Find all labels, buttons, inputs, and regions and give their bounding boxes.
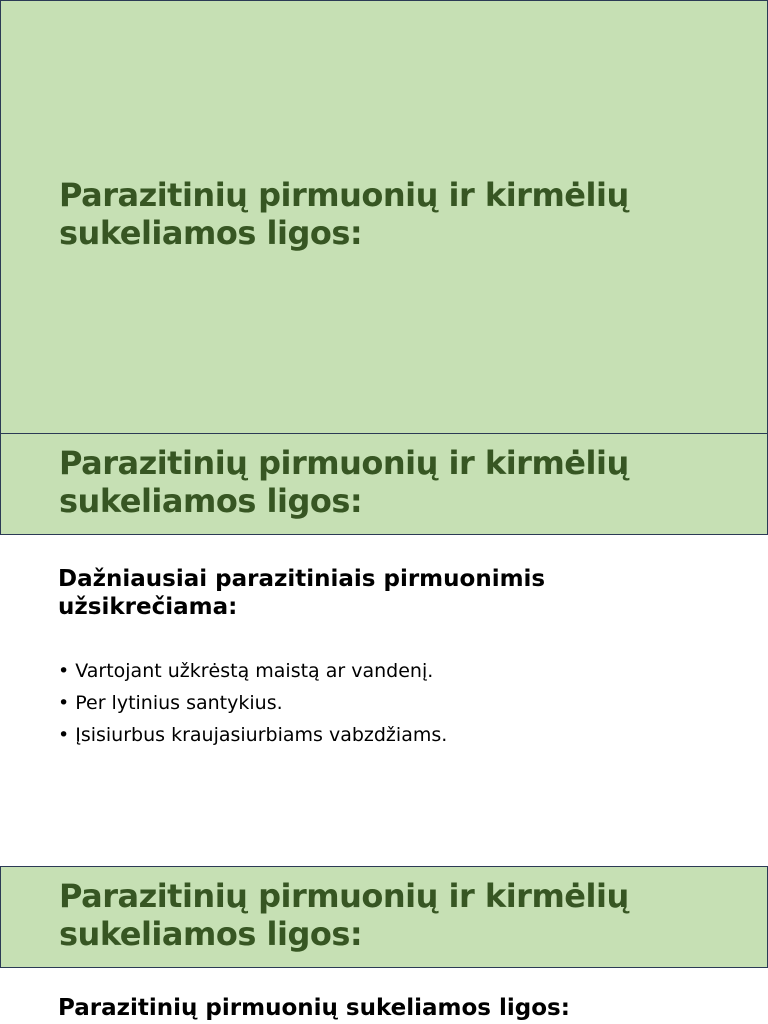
slide-2-subheading: Dažniausiai parazitiniais pirmuonimis užsikrečiama: — [58, 566, 546, 620]
slide-3-content — [58, 994, 718, 1022]
slide-3-header-band — [0, 866, 768, 968]
title-slide — [0, 0, 768, 434]
slide-2-header-band — [0, 433, 768, 535]
bullet-item: • Vartojant užkrėstą maistą ar vandenį. — [58, 655, 447, 687]
slide-3-header-title: Parazitinių pirmuonių ir kirmėlių sukeliamos ligos: — [59, 877, 629, 953]
slide-2-bullet-list — [58, 655, 447, 751]
slide-2-content — [58, 565, 718, 746]
slide-2-header-title: Parazitinių pirmuonių ir kirmėlių sukeliamos ligos: — [59, 444, 629, 520]
slide-title: Parazitinių pirmuonių ir kirmėlių sukeliamos ligos: — [59, 176, 629, 252]
bullet-item: • Per lytinius santykius. — [58, 687, 447, 719]
slide-3-subheading: Parazitinių pirmuonių sukeliamos ligos: — [58, 995, 570, 1021]
bullet-item: • Įsisiurbus kraujasiurbiams vabzdžiams. — [58, 719, 447, 751]
